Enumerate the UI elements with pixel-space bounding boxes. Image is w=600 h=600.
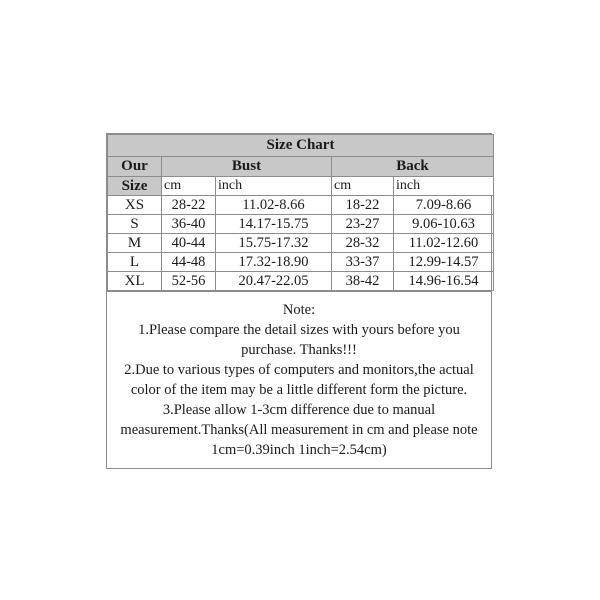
- back-cm-cell: 38-42: [332, 272, 394, 291]
- back-cm-cell: 23-27: [332, 215, 394, 234]
- unit-bust-cm: cm: [162, 177, 216, 196]
- back-inch-cell: 11.02-12.60: [394, 234, 494, 253]
- chart-title: Size Chart: [108, 135, 494, 157]
- table-row: [108, 196, 494, 215]
- note-line: 3.Please allow 1-3cm difference due to manual: [162, 402, 436, 418]
- unit-back-cm: cm: [332, 177, 394, 196]
- bust-cm-cell: 40-44: [162, 234, 216, 253]
- note-line: color of the item may be a little different form the picture.: [130, 382, 468, 398]
- back-cm-cell: 28-32: [332, 234, 394, 253]
- bust-inch-cell: 14.17-15.75: [216, 215, 332, 234]
- back-inch-cell: 12.99-14.57: [394, 253, 494, 272]
- our-label: Our: [108, 157, 162, 177]
- size-cell: S: [108, 215, 162, 234]
- size-cell: M: [108, 234, 162, 253]
- size-cell: XL: [108, 272, 162, 291]
- bust-cm-cell: 36-40: [162, 215, 216, 234]
- bust-cm-cell: 44-48: [162, 253, 216, 272]
- size-cell: L: [108, 253, 162, 272]
- unit-bust-inch: inch: [216, 177, 332, 196]
- bust-inch-cell: 17.32-18.90: [216, 253, 332, 272]
- back-inch-cell: 7.09-8.66: [394, 196, 494, 215]
- note-line: 1.Please compare the detail sizes with yours before you: [138, 322, 460, 338]
- bust-inch-cell: 20.47-22.05: [216, 272, 332, 291]
- bust-cm-cell: 28-22: [162, 196, 216, 215]
- note-line: 2.Due to various types of computers and monitors,the actual: [124, 362, 474, 378]
- table-row: [108, 215, 494, 234]
- bust-header: Bust: [162, 157, 332, 177]
- size-cell: XS: [108, 196, 162, 215]
- back-inch-cell: 9.06-10.63: [394, 215, 494, 234]
- back-cm-cell: 18-22: [332, 196, 394, 215]
- table-row: [108, 234, 494, 253]
- back-cm-cell: 33-37: [332, 253, 394, 272]
- size-table: [107, 134, 494, 291]
- bust-inch-cell: 11.02-8.66: [216, 196, 332, 215]
- bust-inch-cell: 15.75-17.32: [216, 234, 332, 253]
- bust-cm-cell: 52-56: [162, 272, 216, 291]
- table-row: [108, 253, 494, 272]
- table-row: [108, 272, 494, 291]
- size-label: Size: [108, 177, 162, 196]
- note-line: 1cm=0.39inch 1inch=2.54cm): [211, 442, 387, 458]
- note-line: measurement.Thanks(All measurement in cm and please note: [120, 422, 478, 438]
- note-heading: Note:: [282, 302, 316, 318]
- note-line: purchase. Thanks!!!: [241, 342, 357, 358]
- notes: [107, 291, 491, 468]
- size-chart: [106, 133, 492, 469]
- back-inch-cell: 14.96-16.54: [394, 272, 494, 291]
- back-header: Back: [332, 157, 494, 177]
- unit-back-inch: inch: [394, 177, 494, 196]
